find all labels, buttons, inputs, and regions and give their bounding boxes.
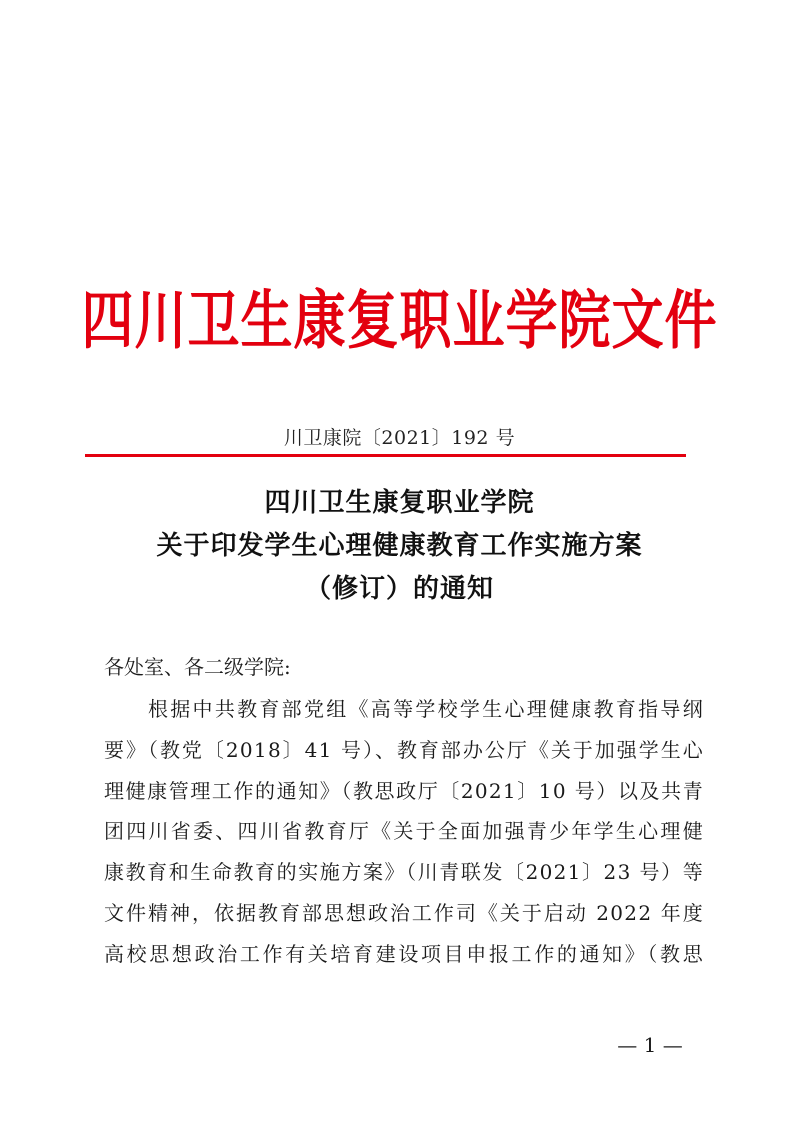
masthead-title: 四川卫生康复职业学院文件 <box>81 285 718 359</box>
body-line: 根据中共教育部党组《高等学校学生心理健康教育指导纲 <box>148 697 704 721</box>
body-line: 理健康管理工作的通知》（教思政厅〔2021〕10 号）以及共青 <box>104 778 704 803</box>
body-line: 要》（教党〔2018〕41 号）、教育部办公厅《关于加强学生心 <box>104 737 704 762</box>
document-number: 川卫康院〔2021〕192 号 <box>283 427 516 449</box>
body-line: 团四川省委、四川省教育厅《关于全面加强青少年学生心理健 <box>104 819 704 844</box>
title-line-3: （修订）的通知 <box>304 574 494 604</box>
body-line: 高校思想政治工作有关培育建设项目申报工作的通知》（教思 <box>104 941 704 966</box>
title-line-2: 关于印发学生心理健康教育工作实施方案 <box>156 531 643 561</box>
addressee: 各处室、各二级学院: <box>104 655 291 679</box>
title-line-1: 四川卫生康复职业学院 <box>264 488 535 518</box>
red-divider-rule <box>85 454 686 457</box>
body-line: 文件精神，依据教育部思想政治工作司《关于启动 2022 年度 <box>104 900 704 925</box>
page-number: — 1 — <box>617 1033 683 1057</box>
body-line: 康教育和生命教育的实施方案》（川青联发〔2021〕23 号）等 <box>104 860 704 885</box>
body-paragraph <box>104 689 704 975</box>
notice-title <box>60 482 739 611</box>
